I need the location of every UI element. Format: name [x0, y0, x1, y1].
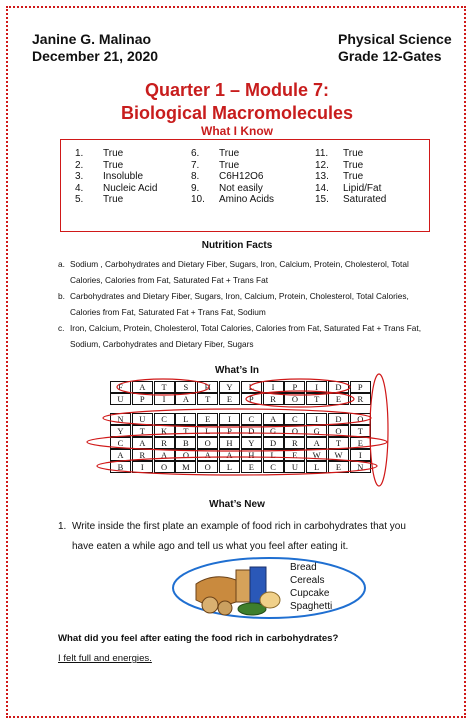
grid-cell: I	[350, 449, 371, 461]
grid-cell: A	[154, 449, 175, 461]
grid-cell: O	[284, 425, 305, 437]
grid-cell: E	[219, 393, 240, 405]
answer-number: 10.	[191, 194, 205, 205]
grid-cell: E	[350, 437, 371, 449]
answer-number: 9.	[191, 182, 200, 194]
item-text: Carbohydrates and Dietary Fiber, Sugars, Iron, Calcium, Protein, Cholesterol, Total Calories, Calories from Fat, Saturated Fat + Trans Fat, Sodium	[70, 291, 409, 317]
grid-cell: I	[306, 381, 327, 393]
answer-text: True	[343, 148, 364, 159]
whats-in-heading: What’s In	[214, 365, 260, 376]
grid-cell: P	[219, 425, 240, 437]
subject-label: Physical Science	[338, 31, 452, 47]
grid-cell: E	[241, 461, 262, 473]
grid-cell: C	[284, 413, 305, 425]
grid-cell: I	[263, 381, 284, 393]
grid-cell: E	[328, 393, 349, 405]
grid-cell: L	[263, 449, 284, 461]
grid-cell: A	[263, 413, 284, 425]
grid-cell: B	[175, 437, 196, 449]
grid-cell: U	[110, 393, 131, 405]
answer-number: 6.	[191, 148, 200, 159]
grid-cell: H	[219, 437, 240, 449]
grid-cell: C	[110, 437, 131, 449]
grid-cell: R	[154, 437, 175, 449]
grid-cell: O	[284, 393, 305, 405]
grid-cell: D	[328, 413, 349, 425]
answer-number: 13.	[315, 171, 329, 182]
answer-number: 8.	[191, 171, 200, 182]
grid-cell: I	[219, 413, 240, 425]
question-number: 1.	[58, 521, 67, 532]
grid-cell: D	[263, 437, 284, 449]
grid-cell: C	[241, 413, 262, 425]
answer-text: True	[103, 148, 124, 159]
answer-text: True	[219, 159, 240, 171]
grid-cell: T	[175, 425, 196, 437]
grid-cell: C	[154, 413, 175, 425]
answer-text: True	[103, 159, 124, 171]
grid-cell: T	[132, 425, 153, 437]
grid-cell: P	[132, 393, 153, 405]
grid-cell: H	[197, 381, 218, 393]
food-list	[290, 561, 332, 613]
grid-cell: L	[197, 425, 218, 437]
item-text: Iron, Calcium, Protein, Cholesterol, Total Calories, Calories from Fat, Saturated Fat + Trans Fat, Sodium, Carbohydrates and Dietary Fiber, Sugars	[70, 323, 421, 349]
grid-cell: O	[328, 425, 349, 437]
answer-number: 2.	[75, 159, 84, 171]
grid-cell: A	[197, 449, 218, 461]
grid-cell: E	[328, 461, 349, 473]
answer-text: Lipid/Fat	[343, 182, 382, 194]
grid-cell: D	[241, 425, 262, 437]
item-letter: a.	[58, 259, 65, 269]
grid-cell: B	[110, 461, 131, 473]
grid-cell: A	[110, 449, 131, 461]
worksheet-date: December 21, 2020	[32, 48, 159, 64]
item-text: Sodium , Carbohydrates and Dietary Fiber, Sugars, Iron, Calcium, Protein, Cholesterol, Total Calories, Calories from Fat, Saturated Fat + Trans Fat	[70, 259, 409, 285]
grid-cell: T	[350, 425, 371, 437]
grid-cell: G	[306, 425, 327, 437]
grid-cell: A	[219, 449, 240, 461]
grade-label: Grade 12-Gates	[338, 48, 442, 64]
food-item-cereals: Cereals	[290, 575, 325, 586]
grid-cell: N	[350, 461, 371, 473]
food-item-spaghetti: Spaghetti	[290, 601, 333, 612]
module-subtitle: Biological Macromolecules	[120, 103, 354, 123]
nutrition-facts-heading: Nutrition Facts	[201, 240, 273, 251]
answer-number: 5.	[75, 194, 84, 205]
grid-cell: R	[263, 393, 284, 405]
answer-text: Amino Acids	[219, 194, 275, 205]
answer-number: 7.	[191, 159, 200, 171]
grid-cell: M	[175, 461, 196, 473]
answer-text: C6H12O6	[219, 171, 264, 182]
grid-cell: O	[350, 413, 371, 425]
food-item-bread: Bread	[290, 562, 317, 573]
answer-text: Not easily	[219, 182, 263, 194]
grid-cell: P	[284, 381, 305, 393]
grid-cell: T	[154, 381, 175, 393]
grid-cell: H	[241, 449, 262, 461]
grid-cell: P	[350, 381, 371, 393]
answer-text: Insoluble	[103, 171, 144, 182]
item-letter: b.	[58, 291, 65, 301]
answer-number: 4.	[75, 182, 84, 194]
grid-cell: L	[219, 461, 240, 473]
grid-cell: T	[197, 393, 218, 405]
grid-cell: L	[306, 461, 327, 473]
grid-cell: N	[110, 413, 131, 425]
grid-cell: K	[154, 425, 175, 437]
grid-cell: A	[175, 393, 196, 405]
grid-cell: C	[263, 461, 284, 473]
grid-cell: A	[132, 381, 153, 393]
answer-number: 1.	[75, 148, 84, 159]
grid-cell: T	[306, 393, 327, 405]
answer-text: Saturated	[343, 194, 387, 205]
answer-number: 12.	[315, 159, 329, 171]
answer-text: True	[343, 159, 364, 171]
answer-text: True	[219, 148, 240, 159]
answer-number: 3.	[75, 171, 84, 182]
grid-cell: W	[328, 449, 349, 461]
grid-cell: E	[197, 413, 218, 425]
grid-cell: L	[175, 413, 196, 425]
grid-cell: S	[175, 381, 196, 393]
grid-cell: R	[284, 437, 305, 449]
grid-cell: U	[284, 461, 305, 473]
grid-cell: P	[241, 393, 262, 405]
instruction-text: Write inside the first plate an example of food rich in carbohydrates that you have eaten a while ago and tell us what you feel after eating it.	[72, 521, 406, 552]
item-letter: c.	[58, 323, 65, 333]
grid-cell: D	[328, 381, 349, 393]
student-name: Janine G. Malinao	[32, 31, 152, 47]
answer-number: 14.	[315, 182, 329, 194]
grid-cell: F	[110, 381, 131, 393]
answer-text: Nucleic Acid	[103, 182, 158, 194]
grid-cell: W	[306, 449, 327, 461]
what-i-know-heading: What I Know	[201, 124, 273, 138]
feeling-answer: I felt full and energies.	[58, 653, 152, 664]
grid-cell: R	[350, 393, 371, 405]
grid-cell: O	[175, 449, 196, 461]
grid-cell: G	[263, 425, 284, 437]
whats-new-heading: What’s New	[209, 499, 265, 510]
grid-cell: Y	[219, 381, 240, 393]
grid-cell: I	[306, 413, 327, 425]
grid-cell: A	[306, 437, 327, 449]
answer-number: 11.	[315, 148, 329, 159]
module-title: Quarter 1 – Module 7:	[144, 80, 330, 100]
grid-cell: I	[132, 461, 153, 473]
feeling-question: What did you feel after eating the food rich in carbohydrates?	[58, 633, 339, 644]
grid-cell: T	[328, 437, 349, 449]
answer-text: True	[103, 194, 124, 205]
answer-number: 15.	[315, 194, 329, 205]
grid-cell: O	[197, 437, 218, 449]
grid-cell: R	[132, 449, 153, 461]
grid-cell: L	[241, 381, 262, 393]
grid-cell: O	[154, 461, 175, 473]
grid-cell: U	[132, 413, 153, 425]
grid-cell: Y	[110, 425, 131, 437]
grid-cell: O	[197, 461, 218, 473]
grid-cell: Y	[241, 437, 262, 449]
food-item-cupcake: Cupcake	[290, 588, 330, 599]
grid-cell: I	[154, 393, 175, 405]
grid-cell: E	[284, 449, 305, 461]
answer-text: True	[343, 171, 364, 182]
grid-cell: A	[132, 437, 153, 449]
